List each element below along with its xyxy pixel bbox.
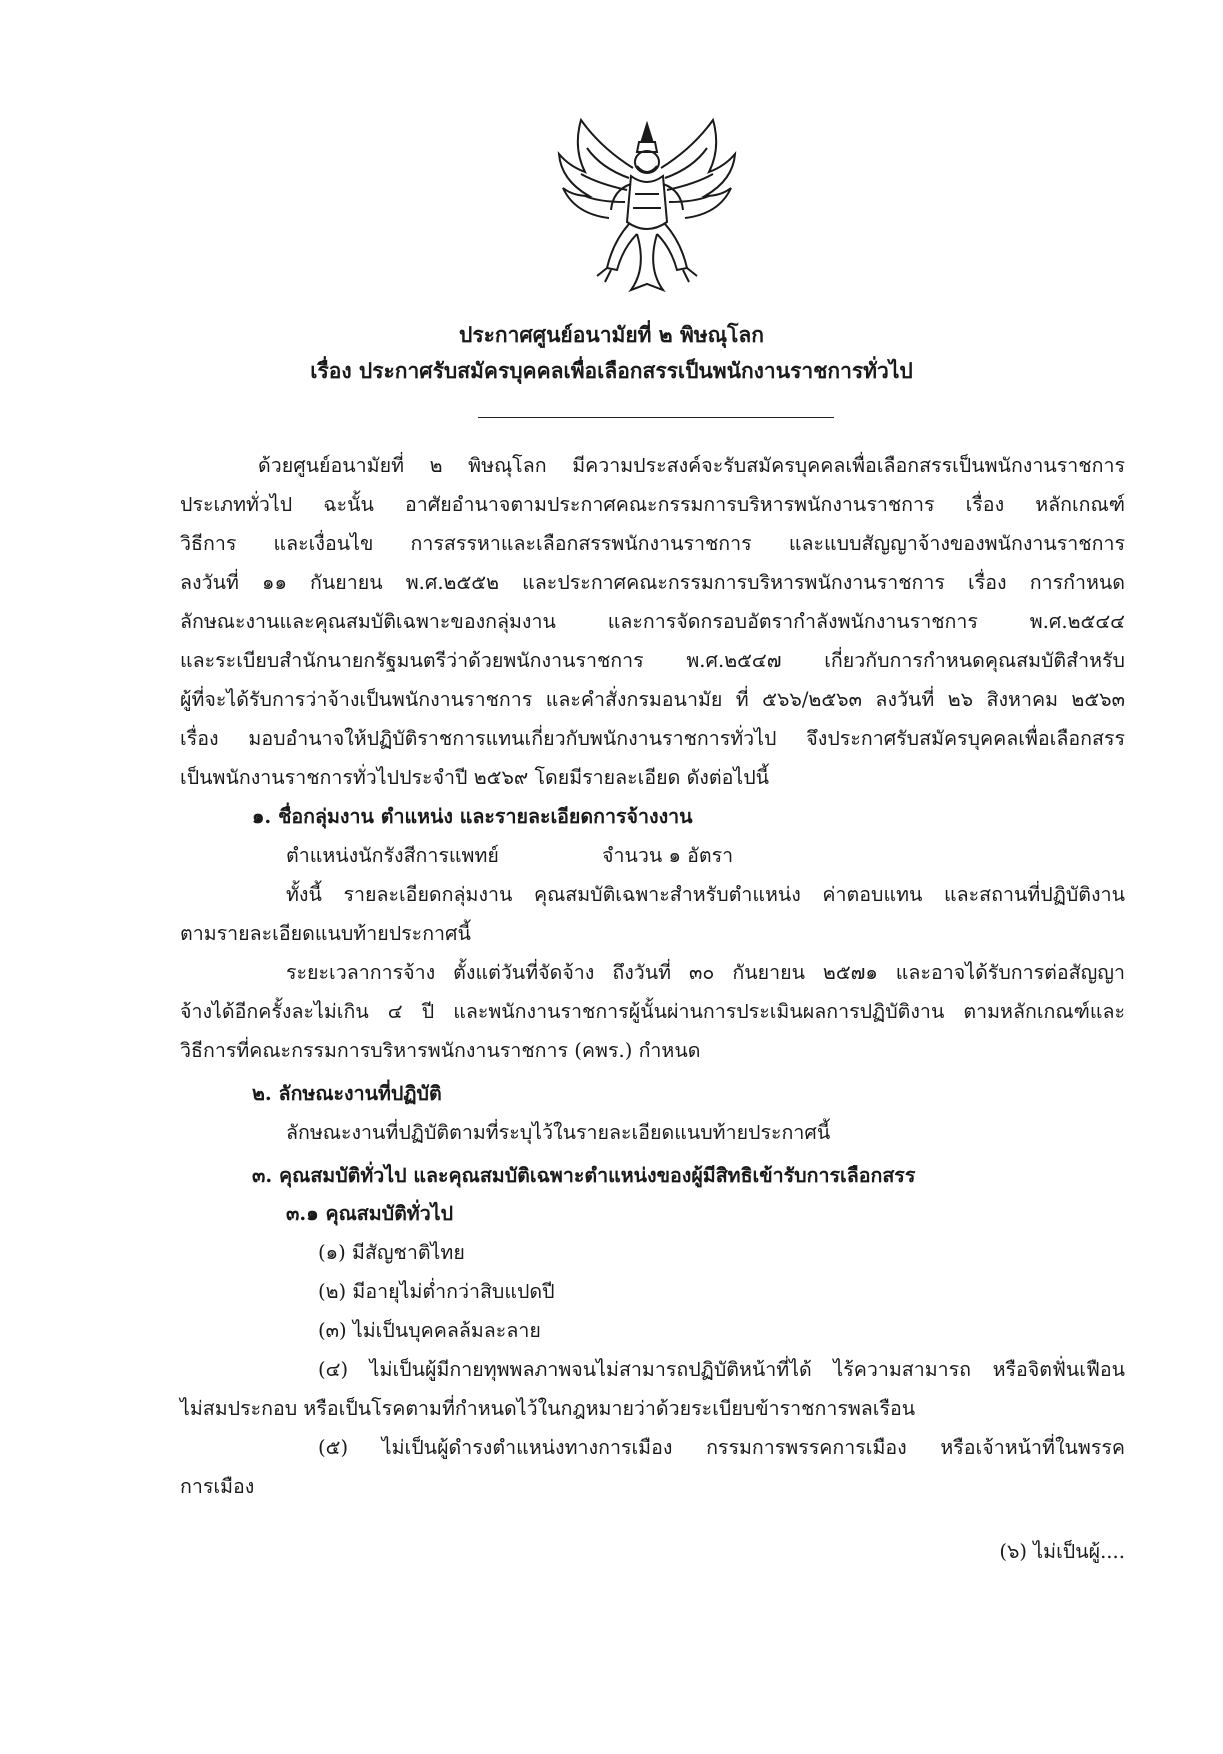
intro-line: เรื่อง มอบอำนาจให้ปฏิบัติราชการแทนเกี่ยวกับพนักงานราชการทั่วไป จึงประกาศรับสมัครบุคคลเพื่อเลือกสรร <box>180 727 1125 750</box>
position-count: จำนวน ๑ อัตรา <box>602 844 734 867</box>
qualification-item: การเมือง <box>180 1475 255 1498</box>
qualification-item: (๓) ไม่เป็นบุคคลล้มละลาย <box>318 1319 541 1342</box>
section-3-1-heading: ๓.๑ คุณสมบัติทั่วไป <box>286 1202 454 1225</box>
employment-period: ระยะเวลาการจ้าง ตั้งแต่วันที่จัดจ้าง ถึงวันที่ ๓๐ กันยายน ๒๕๗๑ และอาจได้รับการต่อสัญญา <box>286 961 1125 984</box>
qualification-item: (๒) มีอายุไม่ต่ำกว่าสิบแปดปี <box>318 1280 555 1303</box>
qualification-item: (๑) มีสัญชาติไทย <box>318 1241 465 1264</box>
intro-line: ลงวันที่ ๑๑ กันยายน พ.ศ.๒๕๕๒ และประกาศคณะกรรมการบริหารพนักงานราชการ เรื่อง การกำหนด <box>180 571 1125 594</box>
section-1-heading: ๑. ชื่อกลุ่มงาน ตำแหน่ง และรายละเอียดการจ้างงาน <box>252 805 693 828</box>
section-2-text: ลักษณะงานที่ปฏิบัติตามที่ระบุไว้ในรายละเอียดแนบท้ายประกาศนี้ <box>286 1121 831 1144</box>
section-2-heading: ๒. ลักษณะงานที่ปฏิบัติ <box>252 1082 442 1105</box>
intro-line: ผู้ที่จะได้รับการว่าจ้างเป็นพนักงานราชการ และคำสั่งกรมอนามัย ที่ ๕๖๖/๒๕๖๓ ลงวันที่ ๒๖ สิงหาคม ๒๕๖๓ <box>180 688 1125 711</box>
qualification-item: (๔) ไม่เป็นผู้มีกายทุพพลภาพจนไม่สามารถปฏิบัติหน้าที่ได้ ไร้ความสามารถ หรือจิตฟั่นเฟือน <box>318 1358 1125 1381</box>
intro-line: ด้วยศูนย์อนามัยที่ ๒ พิษณุโลก มีความประสงค์จะรับสมัครบุคคลเพื่อเลือกสรรเป็นพนักงานราชการ <box>258 454 1125 477</box>
qualification-item: (๕) ไม่เป็นผู้ดำรงตำแหน่งทางการเมือง กรรมการพรรคการเมือง หรือเจ้าหน้าที่ในพรรค <box>318 1436 1125 1459</box>
section-1-detail: ตามรายละเอียดแนบท้ายประกาศนี้ <box>180 922 471 945</box>
employment-period: วิธีการที่คณะกรรมการบริหารพนักงานราชการ (คพร.) กำหนด <box>180 1039 701 1062</box>
section-1-detail: ทั้งนี้ รายละเอียดกลุ่มงาน คุณสมบัติเฉพาะสำหรับตำแหน่ง ค่าตอบแทน และสถานที่ปฏิบัติงาน <box>286 883 1125 906</box>
intro-line: วิธีการ และเงื่อนไข การสรรหาและเลือกสรรพนักงานราชการ และแบบสัญญาจ้างของพนักงานราชการ <box>180 532 1125 555</box>
garuda-emblem-icon <box>551 118 744 298</box>
page-continuation: (๖) ไม่เป็นผู้.... <box>999 1540 1125 1563</box>
announcement-title: ประกาศศูนย์อนามัยที่ ๒ พิษณุโลก <box>459 322 764 347</box>
section-3-heading: ๓. คุณสมบัติทั่วไป และคุณสมบัติเฉพาะตำแหน่งของผู้มีสิทธิเข้ารับการเลือกสรร <box>252 1164 916 1187</box>
intro-line: เป็นพนักงานราชการทั่วไปประจำปี ๒๕๖๙ โดยมีรายละเอียด ดังต่อไปนี้ <box>180 766 770 789</box>
intro-line: และระเบียบสำนักนายกรัฐมนตรีว่าด้วยพนักงานราชการ พ.ศ.๒๕๔๗ เกี่ยวกับการกำหนดคุณสมบัติสำหรับ <box>180 649 1125 672</box>
position-name: ตำแหน่งนักรังสีการแพทย์ <box>286 844 499 867</box>
intro-line: ลักษณะงานและคุณสมบัติเฉพาะของกลุ่มงาน และการจัดกรอบอัตรากำลังพนักงานราชการ พ.ศ.๒๕๔๔ <box>180 610 1125 633</box>
intro-line: ประเภททั่วไป ฉะนั้น อาศัยอำนาจตามประกาศคณะกรรมการบริหารพนักงานราชการ เรื่อง หลักเกณฑ์ <box>180 493 1125 516</box>
announcement-subject: เรื่อง ประกาศรับสมัครบุคคลเพื่อเลือกสรรเป็นพนักงานราชการทั่วไป <box>310 358 913 383</box>
qualification-item: ไม่สมประกอบ หรือเป็นโรคตามที่กำหนดไว้ในกฎหมายว่าด้วยระเบียบข้าราชการพลเรือน <box>180 1397 916 1420</box>
title-divider <box>478 417 834 418</box>
employment-period: จ้างได้อีกครั้งละไม่เกิน ๔ ปี และพนักงานราชการผู้นั้นผ่านการประเมินผลการปฏิบัติงาน ตามหลักเกณฑ์และ <box>180 1000 1125 1023</box>
